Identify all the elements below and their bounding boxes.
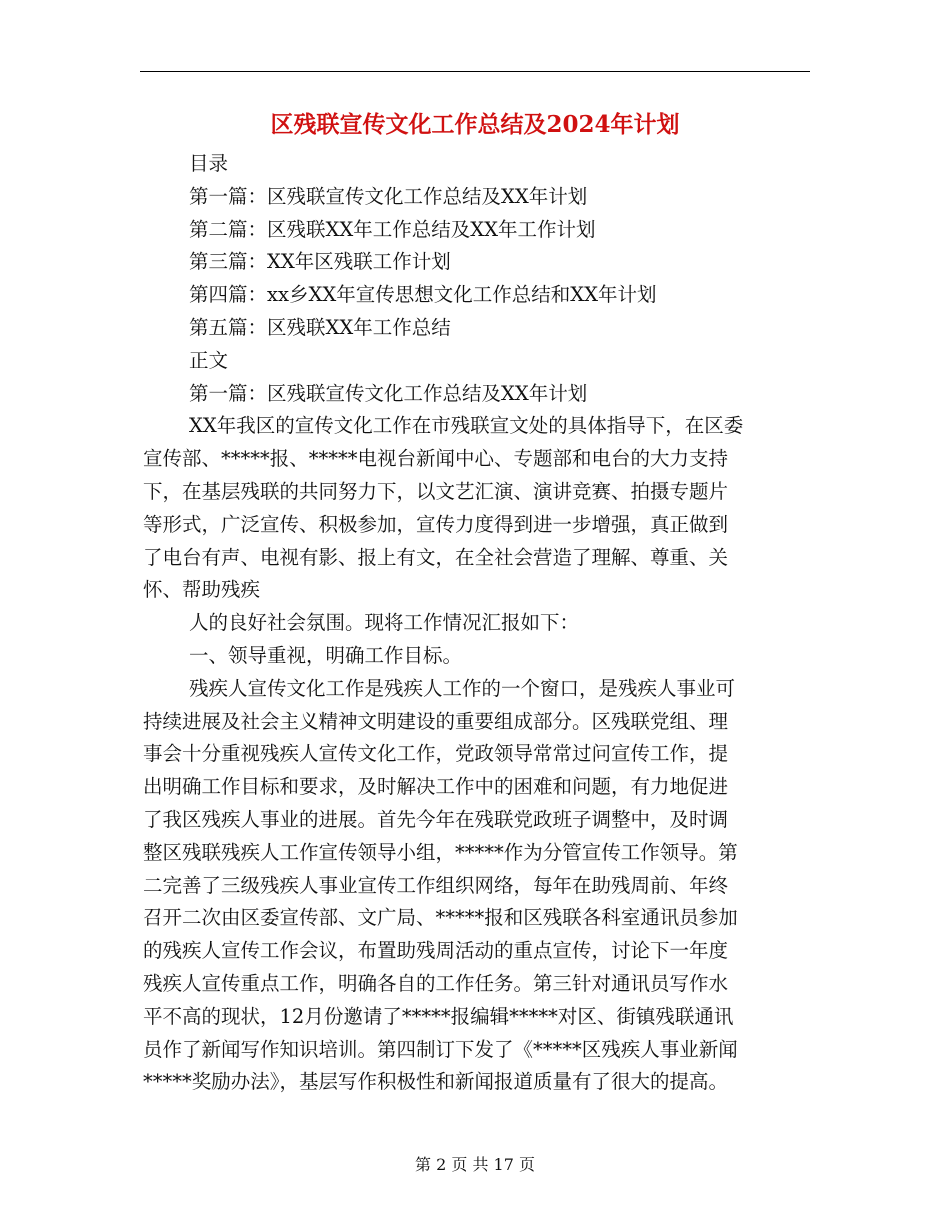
paragraph-line: 残疾人宣传重点工作，明确各自的工作任务。第三针对通讯员写作水 <box>143 971 729 995</box>
paragraph-line: 的残疾人宣传工作会议，布置助残周活动的重点宣传，讨论下一年度 <box>143 939 729 963</box>
paragraph-line: 二完善了三级残疾人事业宣传工作组织网络，每年在助残周前、年终 <box>143 873 729 897</box>
paragraph-line: 宣传部、*****报、*****电视台新闻中心、专题部和电台的大力支持 <box>143 447 729 471</box>
page-number: 第 2 页 共 17 页 <box>415 1155 535 1174</box>
paragraph-line: 人的良好社会氛围。现将工作情况汇报如下： <box>189 611 580 635</box>
section-title: 第一篇：区残联宣传文化工作总结及XX年计划 <box>189 381 588 405</box>
paragraph-line: 员作了新闻写作知识培训。第四制订下发了《*****区残疾人事业新闻 <box>143 1037 738 1061</box>
paragraph-line: 平不高的现状，12月份邀请了*****报编辑*****对区、街镇残联通讯 <box>143 1004 734 1028</box>
paragraph-line: 事会十分重视残疾人宣传文化工作，党政领导常常过问宣传工作，提 <box>143 742 729 766</box>
toc-heading: 目录 <box>189 152 229 175</box>
paragraph-line: 出明确工作目标和要求，及时解决工作中的困难和问题，有力地促进 <box>143 775 729 799</box>
paragraph-line: 了电台有声、电视有影、报上有文，在全社会营造了理解、尊重、关 <box>143 545 729 569</box>
paragraph-line: 整区残联残疾人工作宣传领导小组，*****作为分管宣传工作领导。第 <box>143 840 738 864</box>
paragraph-line: XX年我区的宣传文化工作在市残联宣文处的具体指导下，在区委 <box>189 414 744 438</box>
paragraph-line: 怀、帮助残疾 <box>143 578 261 602</box>
document-title: 区残联宣传文化工作总结及2024年计划 <box>270 111 680 138</box>
paragraph-line: 残疾人宣传文化工作是残疾人工作的一个窗口，是残疾人事业可 <box>189 676 736 700</box>
section-heading: 一、领导重视，明确工作目标。 <box>189 643 463 667</box>
body-heading: 正文 <box>189 348 229 372</box>
paragraph-line: 下，在基层残联的共同努力下，以文艺汇演、演讲竞赛、拍摄专题片 <box>143 479 729 503</box>
paragraph-line: *****奖励办法》，基层写作积极性和新闻报道质量有了很大的提高。 <box>143 1070 729 1094</box>
document-body <box>143 148 811 1099</box>
toc-item: 第二篇：区残联XX年工作总结及XX年工作计划 <box>189 217 596 241</box>
paragraph-line: 召开二次由区委宣传部、文广局、*****报和区残联各科室通讯员参加 <box>143 906 738 930</box>
paragraph-line: 了我区残疾人事业的进展。首先今年在残联党政班子调整中，及时调 <box>143 807 729 831</box>
paragraph-line: 等形式，广泛宣传、积极参加，宣传力度得到进一步增强，真正做到 <box>143 512 729 536</box>
toc-item: 第五篇：区残联XX年工作总结 <box>189 315 451 339</box>
toc-item: 第四篇：xx乡XX年宣传思想文化工作总结和XX年计划 <box>189 283 657 307</box>
paragraph-line: 持续进展及社会主义精神文明建设的重要组成部分。区残联党组、理 <box>143 709 729 733</box>
header-rule <box>140 71 810 72</box>
toc-item: 第三篇：XX年区残联工作计划 <box>189 250 451 274</box>
toc-item: 第一篇：区残联宣传文化工作总结及XX年计划 <box>189 184 588 208</box>
